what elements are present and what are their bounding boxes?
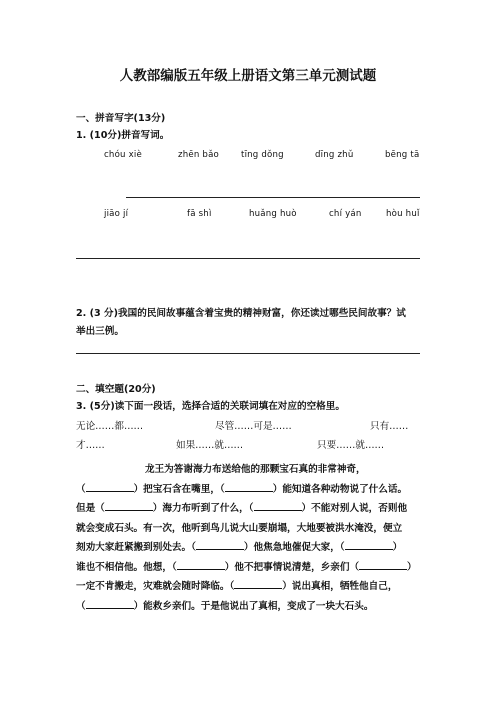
fill-blank[interactable] (86, 482, 134, 492)
fill-blank[interactable] (225, 482, 273, 492)
conjunction-option: 无论……都…… (76, 421, 144, 432)
fill-blank[interactable] (254, 501, 302, 511)
passage-line: 龙王为答谢海力布送给他的那颗宝石真的非常神奇， (145, 464, 366, 475)
pinyin-item: chí yán (329, 209, 362, 219)
pinyin-item: zhēn bǎo (178, 150, 220, 160)
passage-line: 但是（ ）海力布听到了什么，（ ）不能对别人说，否则他 (76, 503, 408, 514)
conjunction-option: 尽管……可是…… (215, 421, 292, 432)
conjunction-option: 才…… (76, 440, 105, 451)
pinyin-item: hòu huǐ (386, 209, 420, 219)
conjunction-option: 只要……就…… (317, 440, 385, 451)
question-3-prompt: 3. (5分)读下面一段话，选择合适的关联词填在对应的空格里。 (76, 401, 345, 412)
answer-line (76, 353, 420, 354)
pinyin-item: jiāo jí (104, 209, 129, 219)
pinyin-item: dīng zhǔ (315, 150, 354, 160)
passage-line: 一定不肯搬走，灾难就会随时降临。（ ）说出真相，牺牲他自己， (76, 581, 398, 592)
pinyin-item: tīng dǒng (241, 150, 284, 160)
passage-line: （ ）能救乡亲们。于是他说出了真相，变成了一块大石头。 (76, 601, 374, 612)
fill-blank[interactable] (196, 540, 244, 550)
passage-line: 就会变成石头。有一次，他听到鸟儿说大山要崩塌，大地要被洪水淹没，便立 (76, 523, 403, 534)
section-2-heading: 二、填空题(20分) (76, 384, 156, 395)
passage-line: 谁也不相信他。他想，（ ）他不把事情说清楚，乡亲们（ ） (76, 562, 417, 573)
passage-line: 刻劝大家赶紧搬到别处去。（ ）他焦急地催促大家，（ ） (76, 542, 403, 553)
fill-blank[interactable] (86, 599, 134, 609)
conjunction-option: 只有…… (370, 421, 409, 432)
conjunction-option: 如果……就…… (176, 440, 244, 451)
section-1-heading: 一、拼音写字(13分) (76, 113, 166, 124)
fill-blank[interactable] (359, 560, 407, 570)
question-1-prompt: 1. (10分)拼音写词。 (76, 130, 170, 141)
page-title: 人教部编版五年级上册语文第三单元测试题 (119, 68, 377, 84)
pinyin-item: chóu xiè (104, 150, 142, 160)
fill-blank[interactable] (345, 540, 393, 550)
pinyin-item: huǎng huò (249, 209, 297, 219)
answer-line (76, 258, 420, 259)
answer-line (126, 197, 420, 198)
passage-line: （ ）把宝石含在嘴里，（ ）能知道各种动物说了什么话。 (76, 484, 408, 495)
fill-blank[interactable] (105, 501, 153, 511)
question-2-prompt-line-2: 举出三例。 (76, 326, 124, 337)
fill-blank[interactable] (177, 560, 225, 570)
question-2-prompt-line-1: 2. (3 分)我国的民间故事蕴含着宝贵的精神财富，你还读过哪些民间故事？试 (76, 308, 406, 319)
pinyin-item: bēng tā (385, 150, 420, 160)
fill-blank[interactable] (234, 579, 282, 589)
pinyin-item: fā shì (187, 209, 212, 219)
